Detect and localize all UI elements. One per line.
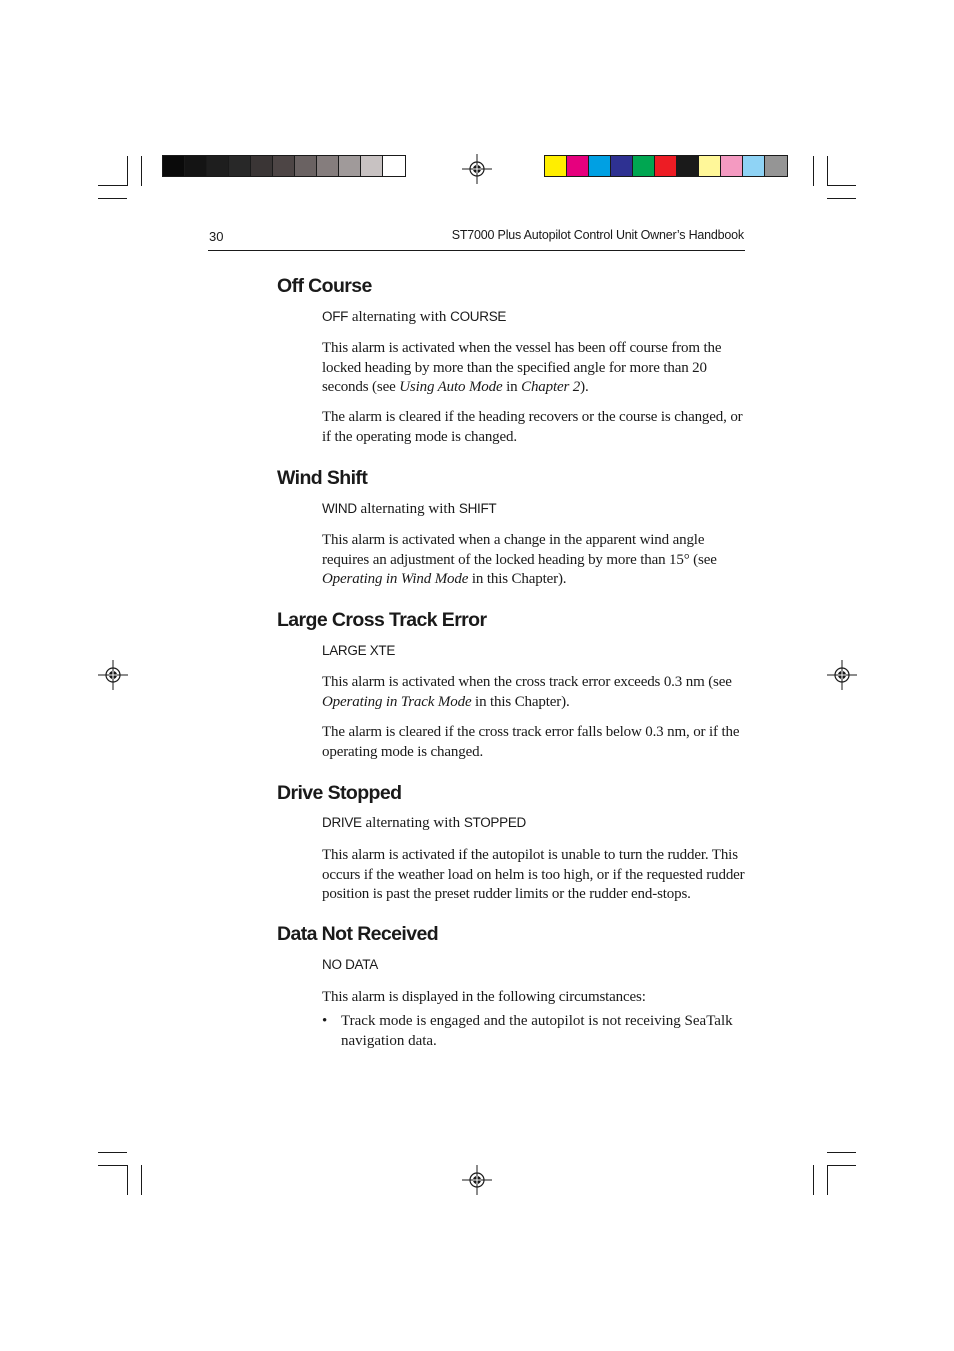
paragraph-text: in (502, 379, 522, 395)
display-joiner: alternating with (356, 501, 459, 517)
grayscale-color-bar (162, 155, 406, 177)
color-swatch (655, 156, 677, 176)
display-joiner: alternating with (361, 815, 464, 831)
crop-mark (827, 1165, 856, 1166)
crop-mark (813, 1165, 814, 1195)
color-swatch (207, 156, 229, 176)
paragraph: The alarm is cleared if the cross track error falls below 0.3 nm, or if the operating mode is changed. (322, 724, 740, 760)
display-joiner: alternating with (348, 309, 451, 325)
crop-mark (827, 156, 828, 186)
paragraph-text: This alarm is activated when the vessel has been off course from the locked heading by more than the specified angle for more than 20 seconds (see (322, 340, 722, 395)
color-swatch (611, 156, 633, 176)
alarm-display-text (322, 501, 496, 518)
paragraph: This alarm is displayed in the following circumstances: (322, 989, 646, 1005)
section-heading-large-cross-track-error: Large Cross Track Error (277, 609, 487, 631)
crop-mark (98, 1152, 127, 1153)
cross-reference: Using Auto Mode (399, 379, 503, 395)
paragraph-text: This alarm is activated when the cross track error exceeds 0.3 nm (see (322, 674, 732, 690)
color-swatch (383, 156, 405, 176)
section-heading-wind-shift: Wind Shift (277, 467, 368, 489)
section-heading-drive-stopped: Drive Stopped (277, 782, 402, 804)
header-rule (208, 250, 745, 251)
color-swatch (765, 156, 787, 176)
display-word: SHIFT (458, 501, 497, 516)
display-word: NO DATA (322, 957, 378, 972)
color-swatch (295, 156, 317, 176)
color-swatch (317, 156, 339, 176)
display-word: OFF (322, 309, 349, 324)
registration-mark-icon (827, 660, 857, 690)
alarm-display-text (322, 957, 378, 972)
registration-mark-icon (462, 154, 492, 184)
color-swatch (545, 156, 567, 176)
display-word: STOPPED (463, 815, 526, 830)
display-word: DRIVE (322, 815, 362, 830)
paragraph-text: in this Chapter). (471, 693, 570, 710)
alarm-display-text (322, 309, 506, 326)
color-swatch (361, 156, 383, 176)
color-swatch (633, 156, 655, 176)
page-number: 30 (209, 229, 224, 244)
crop-mark (827, 1152, 856, 1153)
cross-reference: Operating in Wind Mode (322, 571, 469, 587)
display-word: COURSE (450, 309, 507, 324)
crop-mark (127, 156, 128, 186)
alarm-display-text (322, 643, 395, 658)
color-swatch (185, 156, 207, 176)
crop-mark (827, 185, 856, 186)
color-swatch (677, 156, 699, 176)
crop-mark (141, 1165, 142, 1195)
color-swatch (163, 156, 185, 176)
paragraph-text: in this Chapter). (468, 571, 567, 587)
crop-mark (98, 185, 127, 186)
color-swatch (721, 156, 743, 176)
color-swatch (339, 156, 361, 176)
bullet-marker: • (322, 1013, 328, 1029)
section-heading-off-course: Off Course (277, 275, 372, 297)
crop-mark (127, 1165, 128, 1195)
running-head: ST7000 Plus Autopilot Control Unit Owner’s Handbook (451, 228, 744, 242)
crop-mark (141, 156, 142, 186)
crop-mark (98, 1165, 127, 1166)
paragraph (322, 339, 746, 398)
process-color-bar (544, 155, 788, 177)
color-swatch (273, 156, 295, 176)
paragraph: This alarm is activated if the autopilot is unable to turn the rudder. This occurs if the weather load on helm is too high, or if the requested rudder position is past the preset rudder limits or the rudder end-stops. (322, 847, 745, 902)
color-swatch (229, 156, 251, 176)
color-swatch (743, 156, 765, 176)
cross-reference: Chapter 2 (521, 379, 581, 395)
crop-mark (98, 198, 127, 199)
color-swatch (251, 156, 273, 176)
color-swatch (589, 156, 611, 176)
section-heading-data-not-received: Data Not Received (277, 923, 439, 945)
paragraph (322, 673, 746, 712)
registration-mark-icon (98, 660, 128, 690)
crop-mark (813, 156, 814, 186)
cross-reference: Operating in Track Mode (322, 693, 472, 710)
crop-mark (827, 198, 856, 199)
paragraph-text: This alarm is activated when a change in the apparent wind angle requires an adjustment of the locked heading by more than 15° (see (322, 532, 717, 568)
paragraph (322, 531, 746, 590)
color-swatch (699, 156, 721, 176)
registration-mark-icon (462, 1165, 492, 1195)
color-swatch (567, 156, 589, 176)
paragraph: The alarm is cleared if the heading recovers or the course is changed, or if the operating mode is changed. (322, 409, 743, 445)
alarm-display-text (322, 815, 526, 832)
crop-mark (827, 1165, 828, 1195)
paragraph-text: ). (580, 379, 589, 395)
display-word: LARGE XTE (322, 643, 396, 658)
display-word: WIND (322, 501, 357, 516)
bullet-text: Track mode is engaged and the autopilot is not receiving SeaTalk navigation data. (341, 1013, 733, 1049)
